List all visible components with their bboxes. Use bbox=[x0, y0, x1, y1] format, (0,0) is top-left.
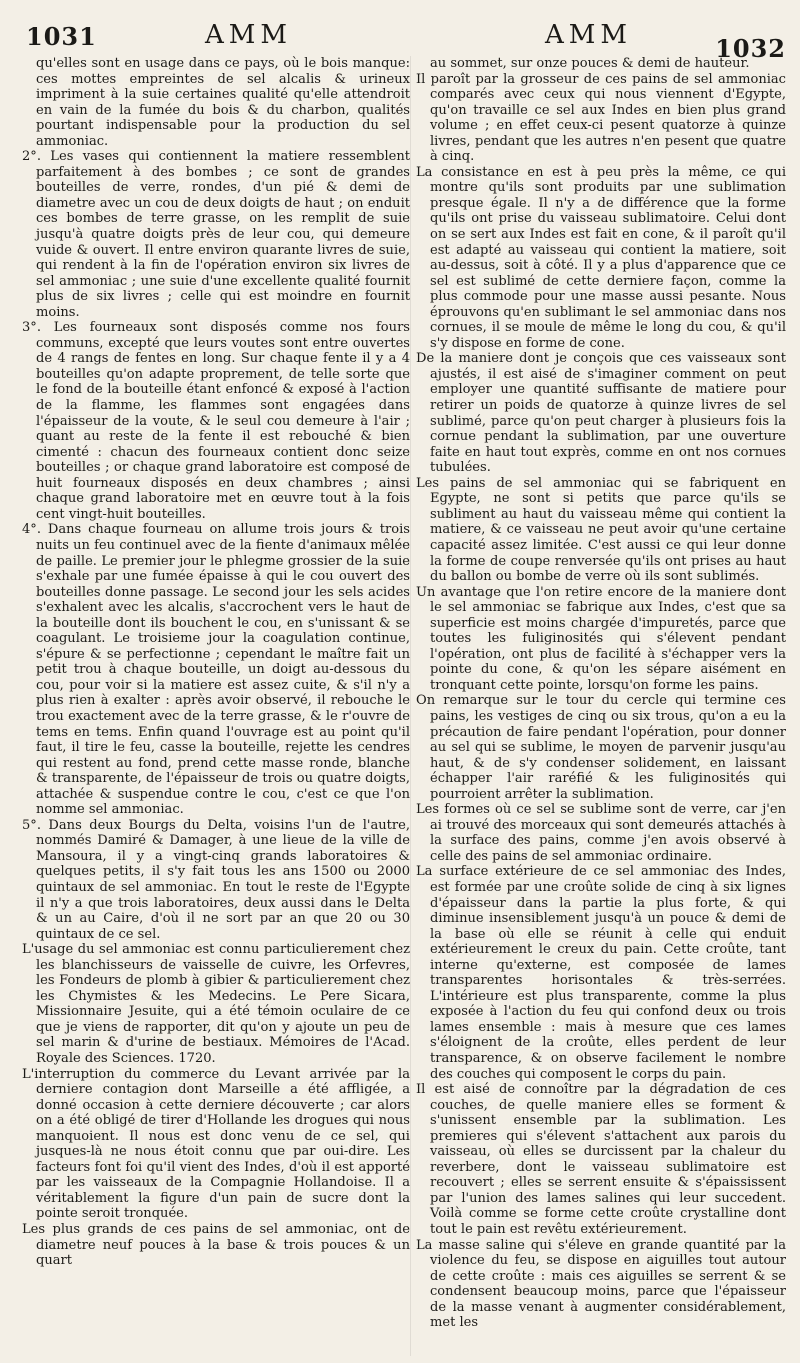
paragraph: Un avantage que l'on retire encore de la maniere dont le sel ammoniac se fabrique aux Indes, c'est que sa superficie est moins chargée d'impuretés, parce que toutes les fuliginosités qui s'élevent pendant l'opération, ont plus de facilité à s'échapper vers la pointe du cone, & qu'on les sépare aisément en tronquant cette pointe, lorsqu'on forme les pains. bbox=[416, 584, 786, 693]
column-divider bbox=[410, 56, 411, 1356]
paragraph: La surface extérieure de ce sel ammoniac des Indes, est formée par une croûte solide de cinq à six lignes d'épaisseur dans la partie la plus forte, & qui diminue insensiblement jusqu'à un pouce & demi de la base où elle se réunit à celle qui enduit extérieurement le creux du pain. Cette croûte, tant interne qu'externe, est composée de lames transparentes horisontales & très-serrées. L'intérieure est plus transparente, comme la plus exposée à l'action du feu qui confond deux ou trois lames ensemble : mais à mesure que ces lames s'éloignent de la croûte, elles perdent de leur transparence, & on observe facilement le nombre des couches qui composent le corps du pain. bbox=[416, 864, 786, 1082]
left-running-head: AMM bbox=[205, 20, 293, 50]
paragraph: 2°. Les vases qui contiennent la matiere ressemblent parfaitement à des bombes ; ce sont de grandes bouteilles de verre, rondes, d'un pié & demi de diametre avec un cou de deux doigts de haut ; on enduit ces bombes de terre grasse, on les remplit de suie jusqu'à quatre doigts près de leur cou, qui demeure vuide & ouvert. Il entre environ quarante livres de suie, qui rendent à la fin de l'opération environ six livres de sel ammoniac ; une suie d'une excellente qualité fournit plus de six livres ; celle qui est moindre en fournit moins. bbox=[22, 149, 410, 320]
paragraph: Les plus grands de ces pains de sel ammoniac, ont de diametre neuf pouces à la base & trois pouces & un quart bbox=[22, 1222, 410, 1269]
paragraph: au sommet, sur onze pouces & demi de hauteur. bbox=[430, 56, 750, 71]
paragraph: Les pains de sel ammoniac qui se fabriquent en Egypte, ne sont si petits que parce qu'ils se subliment au haut du vaisseau même qui contient la matiere, & ce vaisseau ne peut avoir qu'une certaine capacité assez limitée. C'est aussi ce qui leur donne la forme de coupe renversée qu'ils ont prises au haut du ballon ou bombe de verre où ils sont sublimés. bbox=[416, 475, 786, 585]
paragraph: Il est aisé de connoître par la dégradation de ces couches, de quelle maniere elles se forment & s'unissent ensemble par la sublimation. Les premieres qui s'élevent s'attachent aux parois du vaisseau, où elles se durcissent par la chaleur du reverbere, dont le vaisseau sublimatoire est recouvert ; elles se serrent ensuite & s'épaississent par l'union des lames salines qui leur succedent. Voilà comme se forme cette croûte crystalline dont tout le pain est revêtu extérieurement. bbox=[416, 1082, 786, 1238]
paragraph: L'interruption du commerce du Levant arrivée par la derniere contagion dont Marseille a été affligée, a donné occasion à cette derniere découverte ; car alors on a été obligé de tirer d'Hollande les drogues qui nous manquoient. Il nous est donc venu de ce sel, qui jusques-là ne nous étoit connu que par oui-dire. Les facteurs font foi qu'il vient des Indes, d'où il est apporté par les vaisseaux de la Compagnie Hollandoise. Il a véritablement la figure d'un pain de sucre dont la pointe seroit tronquée. bbox=[22, 1066, 410, 1222]
paragraph: De la maniere dont je conçois que ces vaisseaux sont ajustés, il est aisé de s'imaginer comment on peut employer une quantité suffisante de matiere pour retirer un poids de quatorze à quinze livres de sel sublimé, parce qu'on peut charger à plusieurs fois la cornue pendant la sublimation, par une ouverture faite en haut tout exprès, comme en ont nos cornues tubulées. bbox=[416, 351, 786, 476]
right-column bbox=[416, 56, 786, 1356]
left-column bbox=[22, 56, 410, 1356]
paragraph: La consistance en est à peu près la même, ce qui montre qu'ils sont produits par une sublimation presque égale. Il n'y a de différence que la forme qu'ils ont prise du vaisseau sublimatoire. Celui dont on se sert aux Indes est fait en cone, & il paroît qu'il est adapté au vaisseau qui contient la matiere, soit au-dessus, soit à côté. Il y a plus d'apparence que ce sel est sublimé de cette derniere façon, comme la plus commode pour une masse aussi pesante. Nous éprouvons qu'en sublimant le sel ammoniac dans nos cornues, il se moule de même le long du cou, & qu'il s'y dispose en forme de cone. bbox=[416, 164, 786, 351]
left-page-number: 1031 bbox=[26, 22, 97, 51]
paragraph: La masse saline qui s'éleve en grande quantité par la violence du feu, se dispose en aiguilles tout autour de cette croûte : mais ces aiguilles se serrent & se condensent beaucoup moins, parce que l'épaisseur de la masse venant à augmenter considérablement, met les bbox=[416, 1237, 786, 1331]
paragraph: Il paroît par la grosseur de ces pains de sel ammoniac comparés avec ceux qui nous viennent d'Egypte, qu'on travaille ce sel aux Indes en bien plus grand volume ; en effet ceux-ci pesent quatorze à quinze livres, pendant que les autres n'en pesent que quatre à cinq. bbox=[416, 71, 786, 165]
paragraph: L'usage du sel ammoniac est connu particulierement chez les blanchisseurs de vaisselle de cuivre, les Orfevres, les Fondeurs de plomb à gibier & particulierement chez les Chymistes & les Medecins. Le Pere Sicara, Missionnaire Jesuite, qui a été témoin oculaire de ce que je viens de rapporter, dit qu'on y ajoute un peu de sel marin & d'urine de bestiaux. Mémoires de l'Acad. Royale des Sciences. 1720. bbox=[22, 942, 410, 1066]
paragraph: 4°. Dans chaque fourneau on allume trois jours & trois nuits un feu continuel avec de la fiente d'animaux mêlée de paille. Le premier jour le phlegme grossier de la suie s'exhale par une fumée épaisse à qui le cou ouvert des bouteilles donne passage. Le second jour les sels acides s'exhalent avec les alcalis, s'accrochent vers le haut de la bouteille dont ils bouchent le cou, en s'unissant & se coagulant. Le troisieme jour la coagulation continue, s'épure & se perfectionne ; cependant le maître fait un petit trou à chaque bouteille, un doigt au-dessous du cou, pour voir si la matiere est assez cuite, & s'il n'y a plus rien à exalter : après avoir observé, il rebouche le trou exactement avec de la terre grasse, & le r'ouvre de tems en tems. Enfin quand l'ouvrage est au point qu'il faut, il tire le feu, casse la bouteille, rejette les cendres qui restent au fond, prend cette masse ronde, blanche & transparente, de l'épaisseur de trois ou quatre doigts, attachée & suspendue contre le cou, c'est ce que l'on nomme sel ammoniac. bbox=[22, 522, 410, 818]
page-header bbox=[0, 14, 800, 63]
right-page-number: 1032 bbox=[715, 34, 786, 63]
paragraph: qu'elles sont en usage dans ce pays, où le bois manque: ces mottes empreintes de sel alcalis & urineux impriment à la suie certaines qualité qu'elle attendroit en vain de la fumée du bois & du charbon, qualités pourtant indispensable pour la production du sel ammoniac. bbox=[36, 56, 410, 149]
paragraph: 5°. Dans deux Bourgs du Delta, voisins l'un de l'autre, nommés Damiré & Damager, à une lieue de la ville de Mansoura, il y a vingt-cinq grands laboratoires & quelques petits, il s'y fait tous les ans 1500 ou 2000 quintaux de sel ammoniac. En tout le reste de l'Egypte il n'y a que trois laboratoires, deux aussi dans le Delta & un au Caire, d'où il ne sort par an que 20 ou 30 quintaux de ce sel. bbox=[22, 817, 410, 942]
paragraph: On remarque sur le tour du cercle qui termine ces pains, les vestiges de cinq ou six trous, qu'on a eu la précaution de faire pendant l'opération, pour donner au sel qui se sublime, le moyen de parvenir jusqu'au haut, & de s'y condenser solidement, en laissant échapper l'air raréfié & les fuliginosités qui pourroient arrêter la sublimation. bbox=[416, 693, 786, 802]
paragraph: Les formes où ce sel se sublime sont de verre, car j'en ai trouvé des morceaux qui sont demeurés attachés à la surface des pains, comme j'en avois observé à celle des pains de sel ammoniac ordinaire. bbox=[416, 802, 786, 864]
paragraph: 3°. Les fourneaux sont disposés comme nos fours communs, excepté que leurs voutes sont entre ouvertes de 4 rangs de fentes en long. Sur chaque fente il y a 4 bouteilles qu'on adapte proprement, de telle sorte que le fond de la bouteille étant enfoncé & exposé à l'action de la flamme, les flammes sont engagées dans l'épaisseur de la voute, & le seul cou demeure à l'air ; quant au reste de la fente il est rebouché & bien cimenté : chacun des fourneaux contient donc seize bouteilles ; or chaque grand laboratoire est composé de huit fourneaux disposés en deux chambres ; ainsi chaque grand laboratoire met en œuvre tout à la fois cent vingt-huit bouteilles. bbox=[22, 320, 410, 522]
right-running-head: AMM bbox=[545, 20, 633, 50]
